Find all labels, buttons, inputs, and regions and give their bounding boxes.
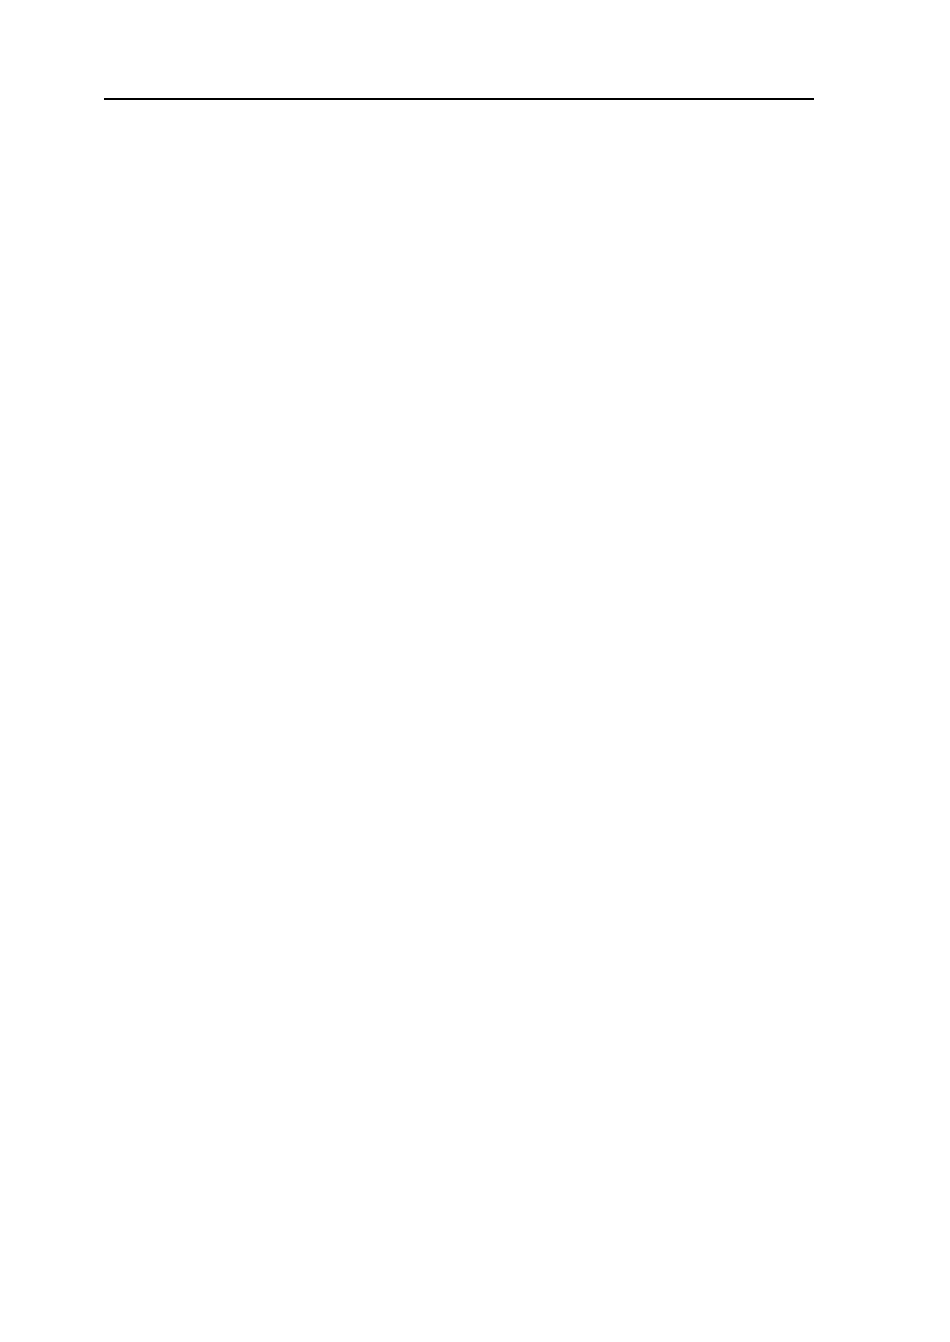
header-rule: [104, 98, 814, 100]
